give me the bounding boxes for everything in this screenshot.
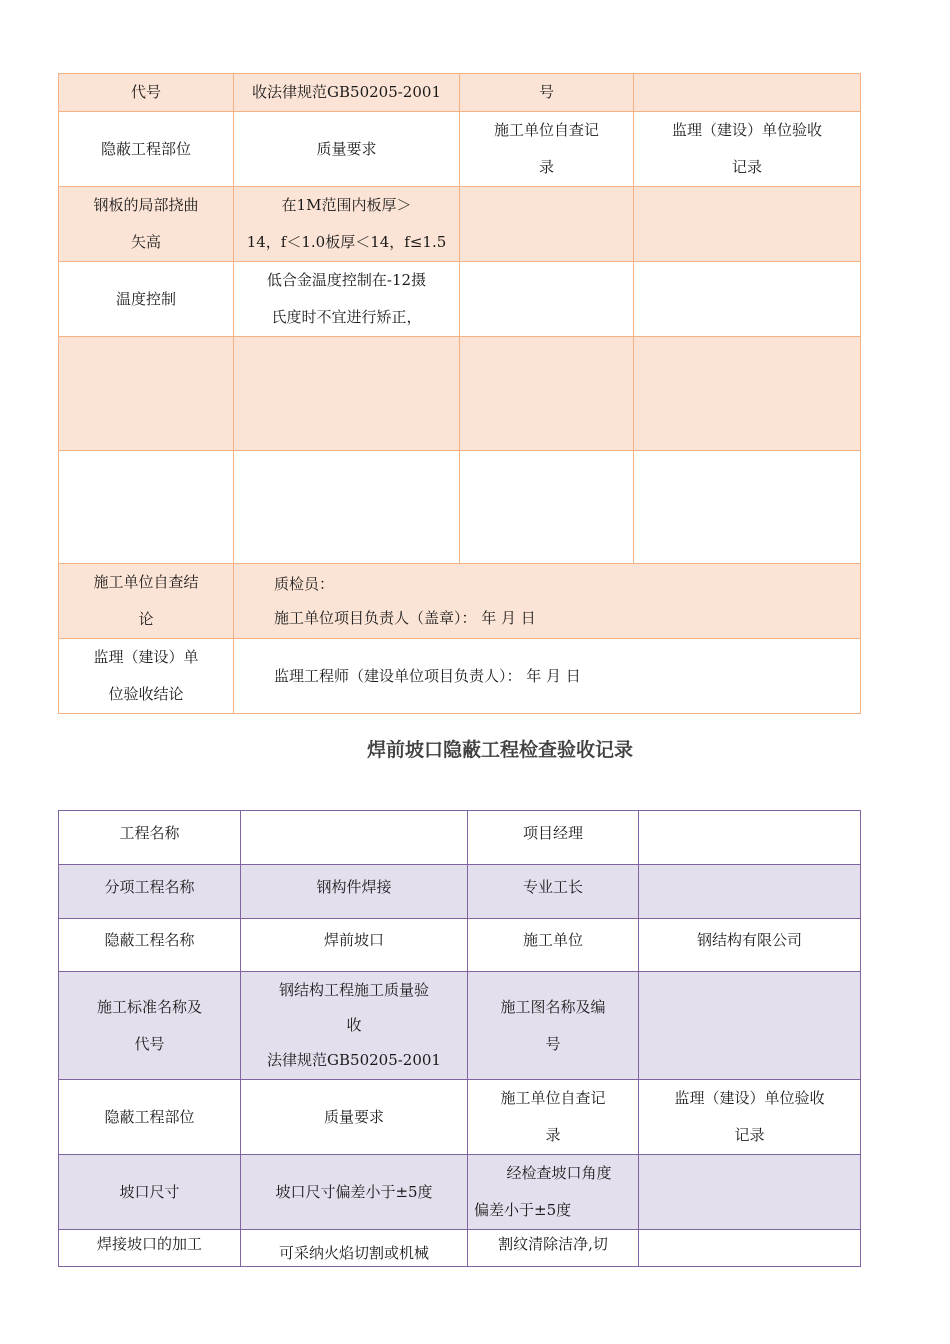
table-cell: 代号 xyxy=(59,74,234,112)
table-cell xyxy=(59,451,234,564)
table-row xyxy=(59,74,861,112)
table-cell: 施工图名称及编 号 xyxy=(468,972,639,1080)
table-cell: 项目经理 xyxy=(468,811,639,865)
table-cell xyxy=(234,337,460,451)
inspection-table-1 xyxy=(58,73,861,714)
table-cell xyxy=(634,451,861,564)
table-cell xyxy=(639,811,861,865)
table-row xyxy=(59,262,861,337)
table-cell xyxy=(634,74,861,112)
table-row xyxy=(59,972,861,1080)
table-cell xyxy=(460,451,634,564)
inspection-table-2 xyxy=(58,810,861,1267)
table-cell xyxy=(460,262,634,337)
table-cell: 经检查坡口角度 偏差小于±5度 xyxy=(468,1155,639,1230)
table-cell: 质检员： 施工单位项目负责人（盖章）： 年 月 日 xyxy=(234,564,861,639)
table-row xyxy=(59,865,861,919)
table-cell: 分项工程名称 xyxy=(59,865,241,919)
table-cell: 监理（建设）单位验收 记录 xyxy=(634,112,861,187)
table-cell: 专业工长 xyxy=(468,865,639,919)
table-cell: 隐蔽工程部位 xyxy=(59,1080,241,1155)
table-cell: 钢结构有限公司 xyxy=(639,919,861,972)
table-cell: 施工单位自查记 录 xyxy=(468,1080,639,1155)
table-cell: 割纹清除洁净,切 xyxy=(468,1230,639,1267)
table-row xyxy=(59,112,861,187)
table-cell xyxy=(241,811,468,865)
table-row xyxy=(59,1230,861,1267)
table-cell xyxy=(634,262,861,337)
table-cell: 焊接坡口的加工 xyxy=(59,1230,241,1267)
table-row xyxy=(59,451,861,564)
table-cell xyxy=(639,865,861,919)
table-cell: 质量要求 xyxy=(234,112,460,187)
table-cell: 坡口尺寸偏差小于±5度 xyxy=(241,1155,468,1230)
table-cell: 钢结构工程施工质量验 收 法律规范GB50205-2001 xyxy=(241,972,468,1080)
table-cell xyxy=(639,1155,861,1230)
table-cell: 隐蔽工程名称 xyxy=(59,919,241,972)
table-cell: 温度控制 xyxy=(59,262,234,337)
table-cell: 在1M范围内板厚＞ 14，f＜1.0板厚＜14，f≤1.5 xyxy=(234,187,460,262)
table-cell xyxy=(59,337,234,451)
table-cell: 施工单位 xyxy=(468,919,639,972)
table-cell xyxy=(634,187,861,262)
table-cell: 低合金温度控制在-12摄 氏度时不宜进行矫正， xyxy=(234,262,460,337)
table-cell: 质量要求 xyxy=(241,1080,468,1155)
table-cell xyxy=(634,337,861,451)
section-title: 焊前坡口隐蔽工程检查验收记录 xyxy=(366,739,633,761)
table-cell: 工程名称 xyxy=(59,811,241,865)
table-cell: 施工标准名称及 代号 xyxy=(59,972,241,1080)
table-cell: 施工单位自查结 论 xyxy=(59,564,234,639)
table-cell: 施工单位自查记 录 xyxy=(460,112,634,187)
table-cell: 隐蔽工程部位 xyxy=(59,112,234,187)
table-cell: 监理（建设）单 位验收结论 xyxy=(59,639,234,714)
table-row xyxy=(59,564,861,639)
table-cell: 监理工程师（建设单位项目负责人）： 年 月 日 xyxy=(234,639,861,714)
table-row xyxy=(59,639,861,714)
table-cell xyxy=(639,972,861,1080)
table-row xyxy=(59,187,861,262)
table-cell xyxy=(460,187,634,262)
table-cell: 钢构件焊接 xyxy=(241,865,468,919)
table-cell: 钢板的局部挠曲 矢高 xyxy=(59,187,234,262)
table-row xyxy=(59,811,861,865)
table-cell: 坡口尺寸 xyxy=(59,1155,241,1230)
table-cell xyxy=(460,337,634,451)
table-cell: 可采纳火焰切割或机械 xyxy=(241,1230,468,1267)
table-cell: 监理（建设）单位验收 记录 xyxy=(639,1080,861,1155)
table-cell xyxy=(234,451,460,564)
table-row xyxy=(59,1080,861,1155)
table-row xyxy=(59,1155,861,1230)
table-cell: 号 xyxy=(460,74,634,112)
table-row xyxy=(59,337,861,451)
table-row xyxy=(59,919,861,972)
table-cell: 收法律规范GB50205-2001 xyxy=(234,74,460,112)
table-cell xyxy=(639,1230,861,1267)
table-cell: 焊前坡口 xyxy=(241,919,468,972)
